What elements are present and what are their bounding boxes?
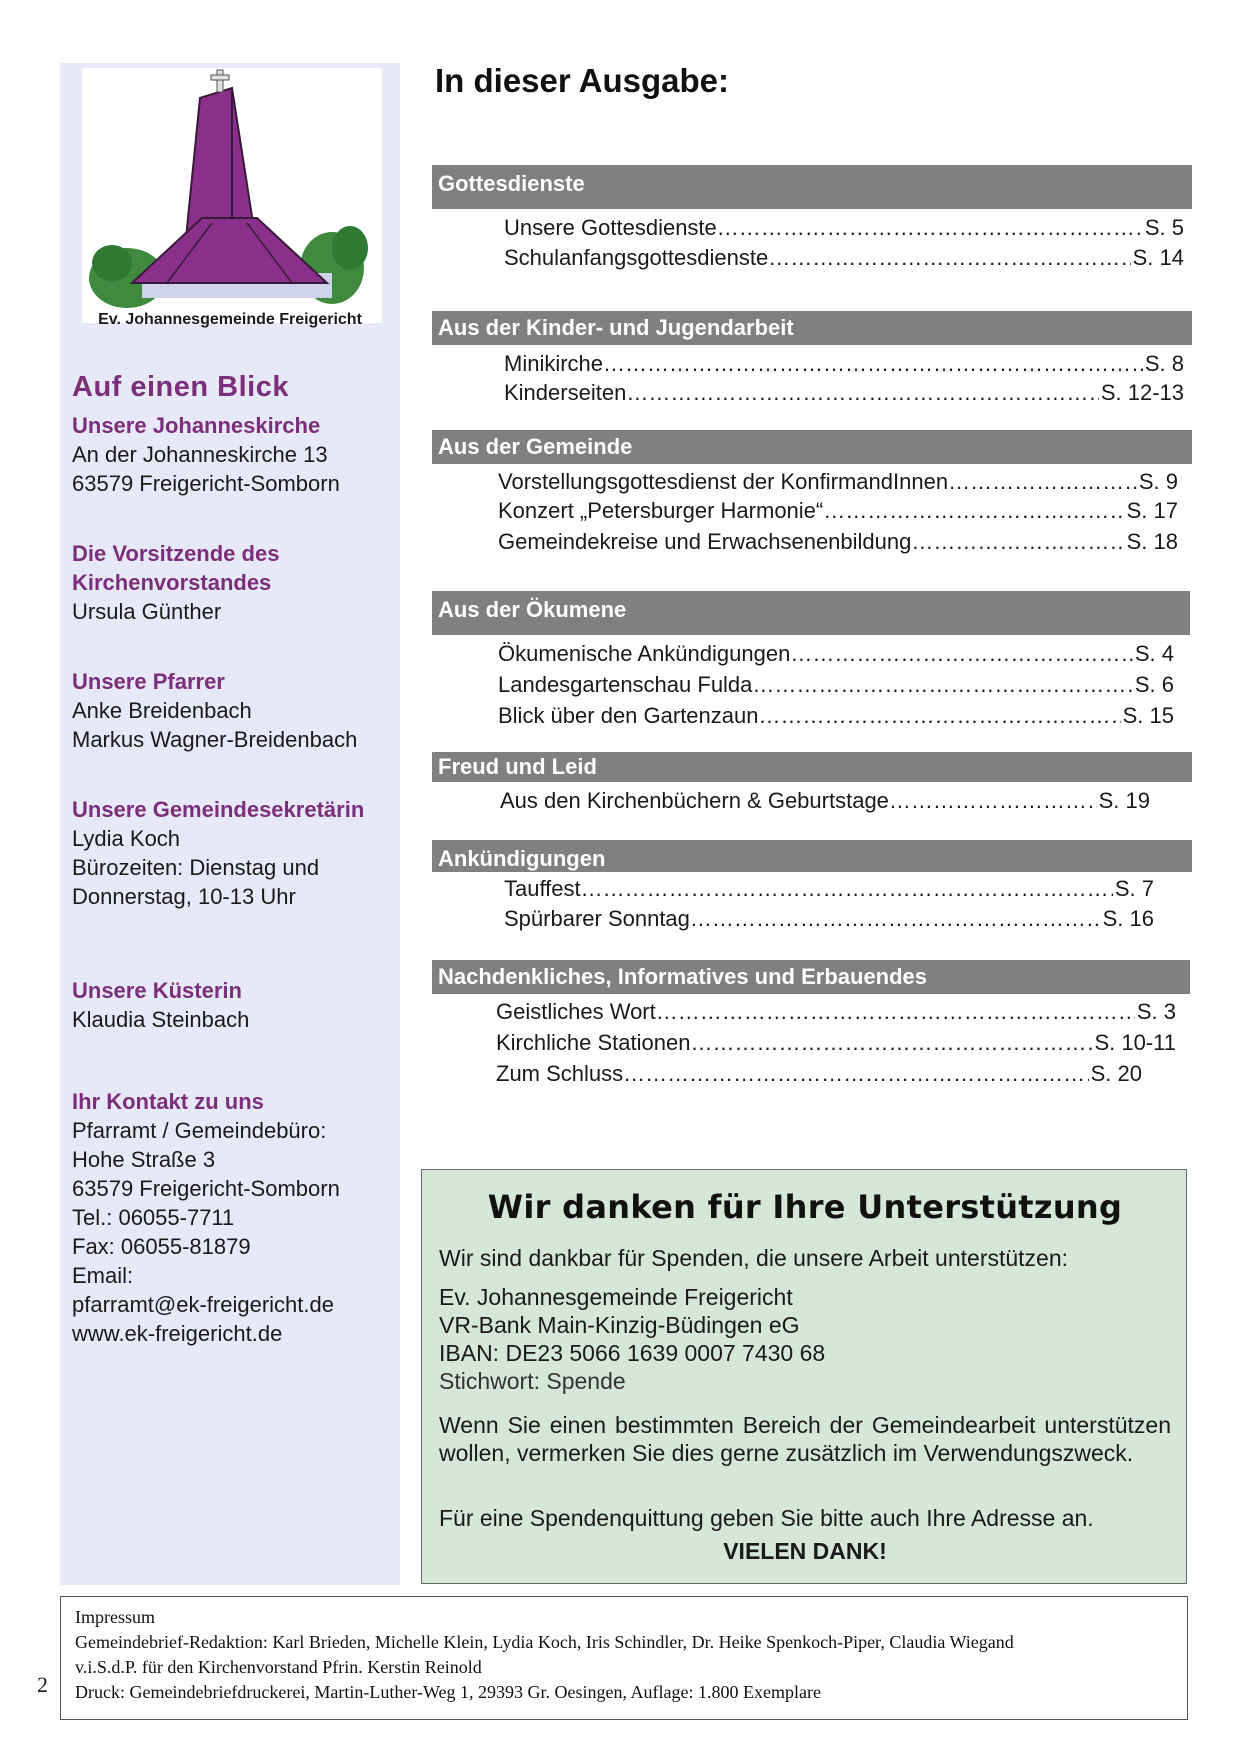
toc-entry[interactable] [498,468,1178,496]
donation-thanks: VIELEN DANK! [723,1538,887,1564]
toc-entry[interactable] [498,671,1174,699]
toc-entry[interactable] [496,1029,1176,1057]
toc-entry-page: S. 15 [1122,703,1174,728]
toc-leader [889,787,1097,815]
toc-entry-title: Gemeindekreise und Erwachsenenbildung [498,529,912,554]
toc-leader [626,379,1099,407]
bank-iban: IBAN: DE23 5066 1639 0007 7430 68 [439,1340,826,1366]
pastors-heading: Unsere Pfarrer [72,669,225,694]
toc-entry[interactable] [496,998,1176,1026]
toc-entry-page: S. 6 [1134,672,1174,697]
pastor-name: Markus Wagner-Breidenbach [72,727,358,752]
secretary-info [72,795,392,911]
toc-entry-title: Tauffest [504,876,581,901]
toc-entry[interactable] [504,350,1184,378]
toc-entry[interactable] [498,640,1174,668]
contact-fax: Fax: 06055-81879 [72,1234,251,1259]
contact-phone: Tel.: 06055-7711 [72,1205,235,1230]
church-address-line: An der Johanneskirche 13 [72,442,328,467]
impressum [60,1596,1188,1720]
toc-entry-title: Kinderseiten [504,380,627,405]
impressum-line: Gemeindebrief-Redaktion: Karl Brieden, Michelle Klein, Lydia Koch, Iris Schindler, Dr. Heike Spenkoch-Piper, Claudia Wiegand [75,1632,1014,1652]
toc-entry-title: Kirchliche Stationen [496,1030,691,1055]
toc-entry-page: S. 18 [1126,529,1178,554]
contact-website-link[interactable]: www.ek-freigericht.de [72,1321,283,1346]
church-heading: Unsere Johanneskirche [72,413,321,438]
toc-leader [790,640,1133,668]
toc-section-header: Gottesdienste [432,165,1192,209]
sexton-heading: Unsere Küsterin [72,978,242,1003]
toc-entry-title: Geistliches Wort [496,999,656,1024]
toc-entry-title: Schulanfangsgottesdienste [504,245,769,270]
chair-info [72,539,392,626]
impressum-heading: Impressum [75,1607,155,1627]
donation-note: Wenn Sie einen bestimmten Bereich der Gemeindearbeit unterstützen wollen, vermerken Sie dies gerne zusätzlich im Verwendungszweck. [439,1412,1171,1466]
toc-entry-page: S. 14 [1132,245,1184,270]
toc-entry[interactable] [498,702,1174,730]
toc-entry-page: S. 10-11 [1094,1030,1176,1055]
toc-leader [603,350,1143,378]
toc-section-header: Ankündigungen [432,840,1192,872]
secretary-line: Donnerstag, 10-13 Uhr [72,884,296,909]
toc-entry[interactable] [498,497,1178,525]
donation-title: Wir danken für Ihre Unterstützung [487,1188,1123,1226]
toc-section-header: Aus der Gemeinde [432,430,1192,464]
contact-email-label: Email: [72,1263,134,1288]
bank-reference: Stichwort: Spende [439,1368,626,1394]
toc-leader [717,214,1143,242]
bank-account-holder: Ev. Johannesgemeinde Freigericht [439,1284,793,1310]
toc-section-header: Freud und Leid [432,752,1192,782]
donation-bank-details [439,1283,1171,1395]
toc-entry-title: Zum Schluss [496,1061,624,1086]
toc-entry-title: Blick über den Gartenzaun [498,703,759,728]
church-logo-icon [82,68,382,323]
toc-leader [690,1029,1092,1057]
sidebar-title: Auf einen Blick [72,371,289,403]
sidebar [60,63,400,1585]
chair-name: Ursula Günther [72,599,222,624]
secretary-heading: Unsere Gemeindesekretärin [72,797,365,822]
page-title: In dieser Ausgabe: [435,62,730,99]
toc-entry-page: S. 19 [1098,788,1150,813]
toc-section-header: Aus der Ökumene [432,591,1190,635]
chair-heading: Die Vorsitzende des [72,541,280,566]
toc-entry-title: Landesgartenschau Fulda [498,672,753,697]
pastor-name: Anke Breidenbach [72,698,252,723]
donation-receipt: Für eine Spendenquittung geben Sie bitte auch Ihre Adresse an. [439,1505,1094,1531]
toc-leader [823,497,1124,525]
toc-leader [911,528,1124,556]
toc-entry-title: Aus den Kirchenbüchern & Geburtstage [500,788,889,813]
toc-leader [623,1060,1088,1088]
toc-leader [759,702,1121,730]
toc-entry-title: Spürbarer Sonntag [504,906,690,931]
donation-intro: Wir sind dankbar für Spenden, die unsere Arbeit unterstützen: [439,1245,1069,1271]
toc-entry-title: Ökumenische Ankündigungen [498,641,791,666]
toc-section-header: Aus der Kinder- und Jugendarbeit [432,311,1192,345]
toc-entry[interactable] [500,787,1150,815]
secretary-line: Lydia Koch [72,826,181,851]
page-number: 2 [37,1672,48,1697]
toc-entry-page: S. 16 [1102,906,1154,931]
toc-entry[interactable] [504,244,1184,272]
toc-entry-page: S. 9 [1138,469,1178,494]
toc-entry[interactable] [504,214,1184,242]
toc-entry-page: S. 12-13 [1100,380,1184,405]
toc-entry-page: S. 20 [1090,1061,1142,1086]
donation-box [421,1169,1187,1584]
toc-entry-title: Konzert „Petersburger Harmonie“ [498,498,824,523]
toc-section-header: Nachdenkliches, Informatives und Erbauendes [432,960,1190,994]
toc-entry-page: S. 3 [1136,999,1176,1024]
impressum-line: Druck: Gemeindebriefdruckerei, Martin-Luther-Weg 1, 29393 Gr. Oesingen, Auflage: 1.800 Exemplare [75,1682,821,1702]
contact-line: Hohe Straße 3 [72,1147,216,1172]
toc-leader [690,905,1101,933]
contact-line: Pfarramt / Gemeindebüro: [72,1118,327,1143]
secretary-line: Bürozeiten: Dienstag und [72,855,320,880]
toc-entry-title: Vorstellungsgottesdienst der KonfirmandInnen [498,469,949,494]
toc-entry-page: S. 4 [1134,641,1174,666]
contact-heading: Ihr Kontakt zu uns [72,1089,264,1114]
logo-caption: Ev. Johannesgemeinde Freigericht [98,311,362,328]
chair-heading: Kirchenvorstandes [72,570,272,595]
toc-entry-title: Unsere Gottesdienste [504,215,717,240]
sexton-info [72,976,392,1034]
toc-entry-page: S. 7 [1114,876,1154,901]
toc-entry[interactable] [504,379,1184,407]
toc-leader [948,468,1137,496]
pastors-info [72,667,392,754]
toc-leader [752,671,1132,699]
toc-leader [656,998,1135,1026]
toc-entry[interactable] [498,528,1178,556]
contact-line: 63579 Freigericht-Somborn [72,1176,340,1201]
toc-leader [581,875,1113,903]
church-info [72,411,392,498]
toc-entry-page: S. 5 [1144,215,1184,240]
bank-name: VR-Bank Main-Kinzig-Büdingen eG [439,1312,800,1338]
toc-entry[interactable] [504,875,1154,903]
toc-entry[interactable] [504,905,1154,933]
impressum-line: v.i.S.d.P. für den Kirchenvorstand Pfrin. Kerstin Reinold [75,1657,482,1677]
toc-entry-page: S. 8 [1144,351,1184,376]
contact-email-link[interactable]: pfarramt@ek-freigericht.de [72,1292,334,1317]
toc-leader [768,244,1130,272]
toc-entry[interactable] [496,1060,1142,1088]
church-address-line: 63579 Freigericht-Somborn [72,471,340,496]
toc-entry-title: Minikirche [504,351,604,376]
contact-info [72,1087,392,1348]
sexton-name: Klaudia Steinbach [72,1007,250,1032]
toc-entry-page: S. 17 [1126,498,1178,523]
